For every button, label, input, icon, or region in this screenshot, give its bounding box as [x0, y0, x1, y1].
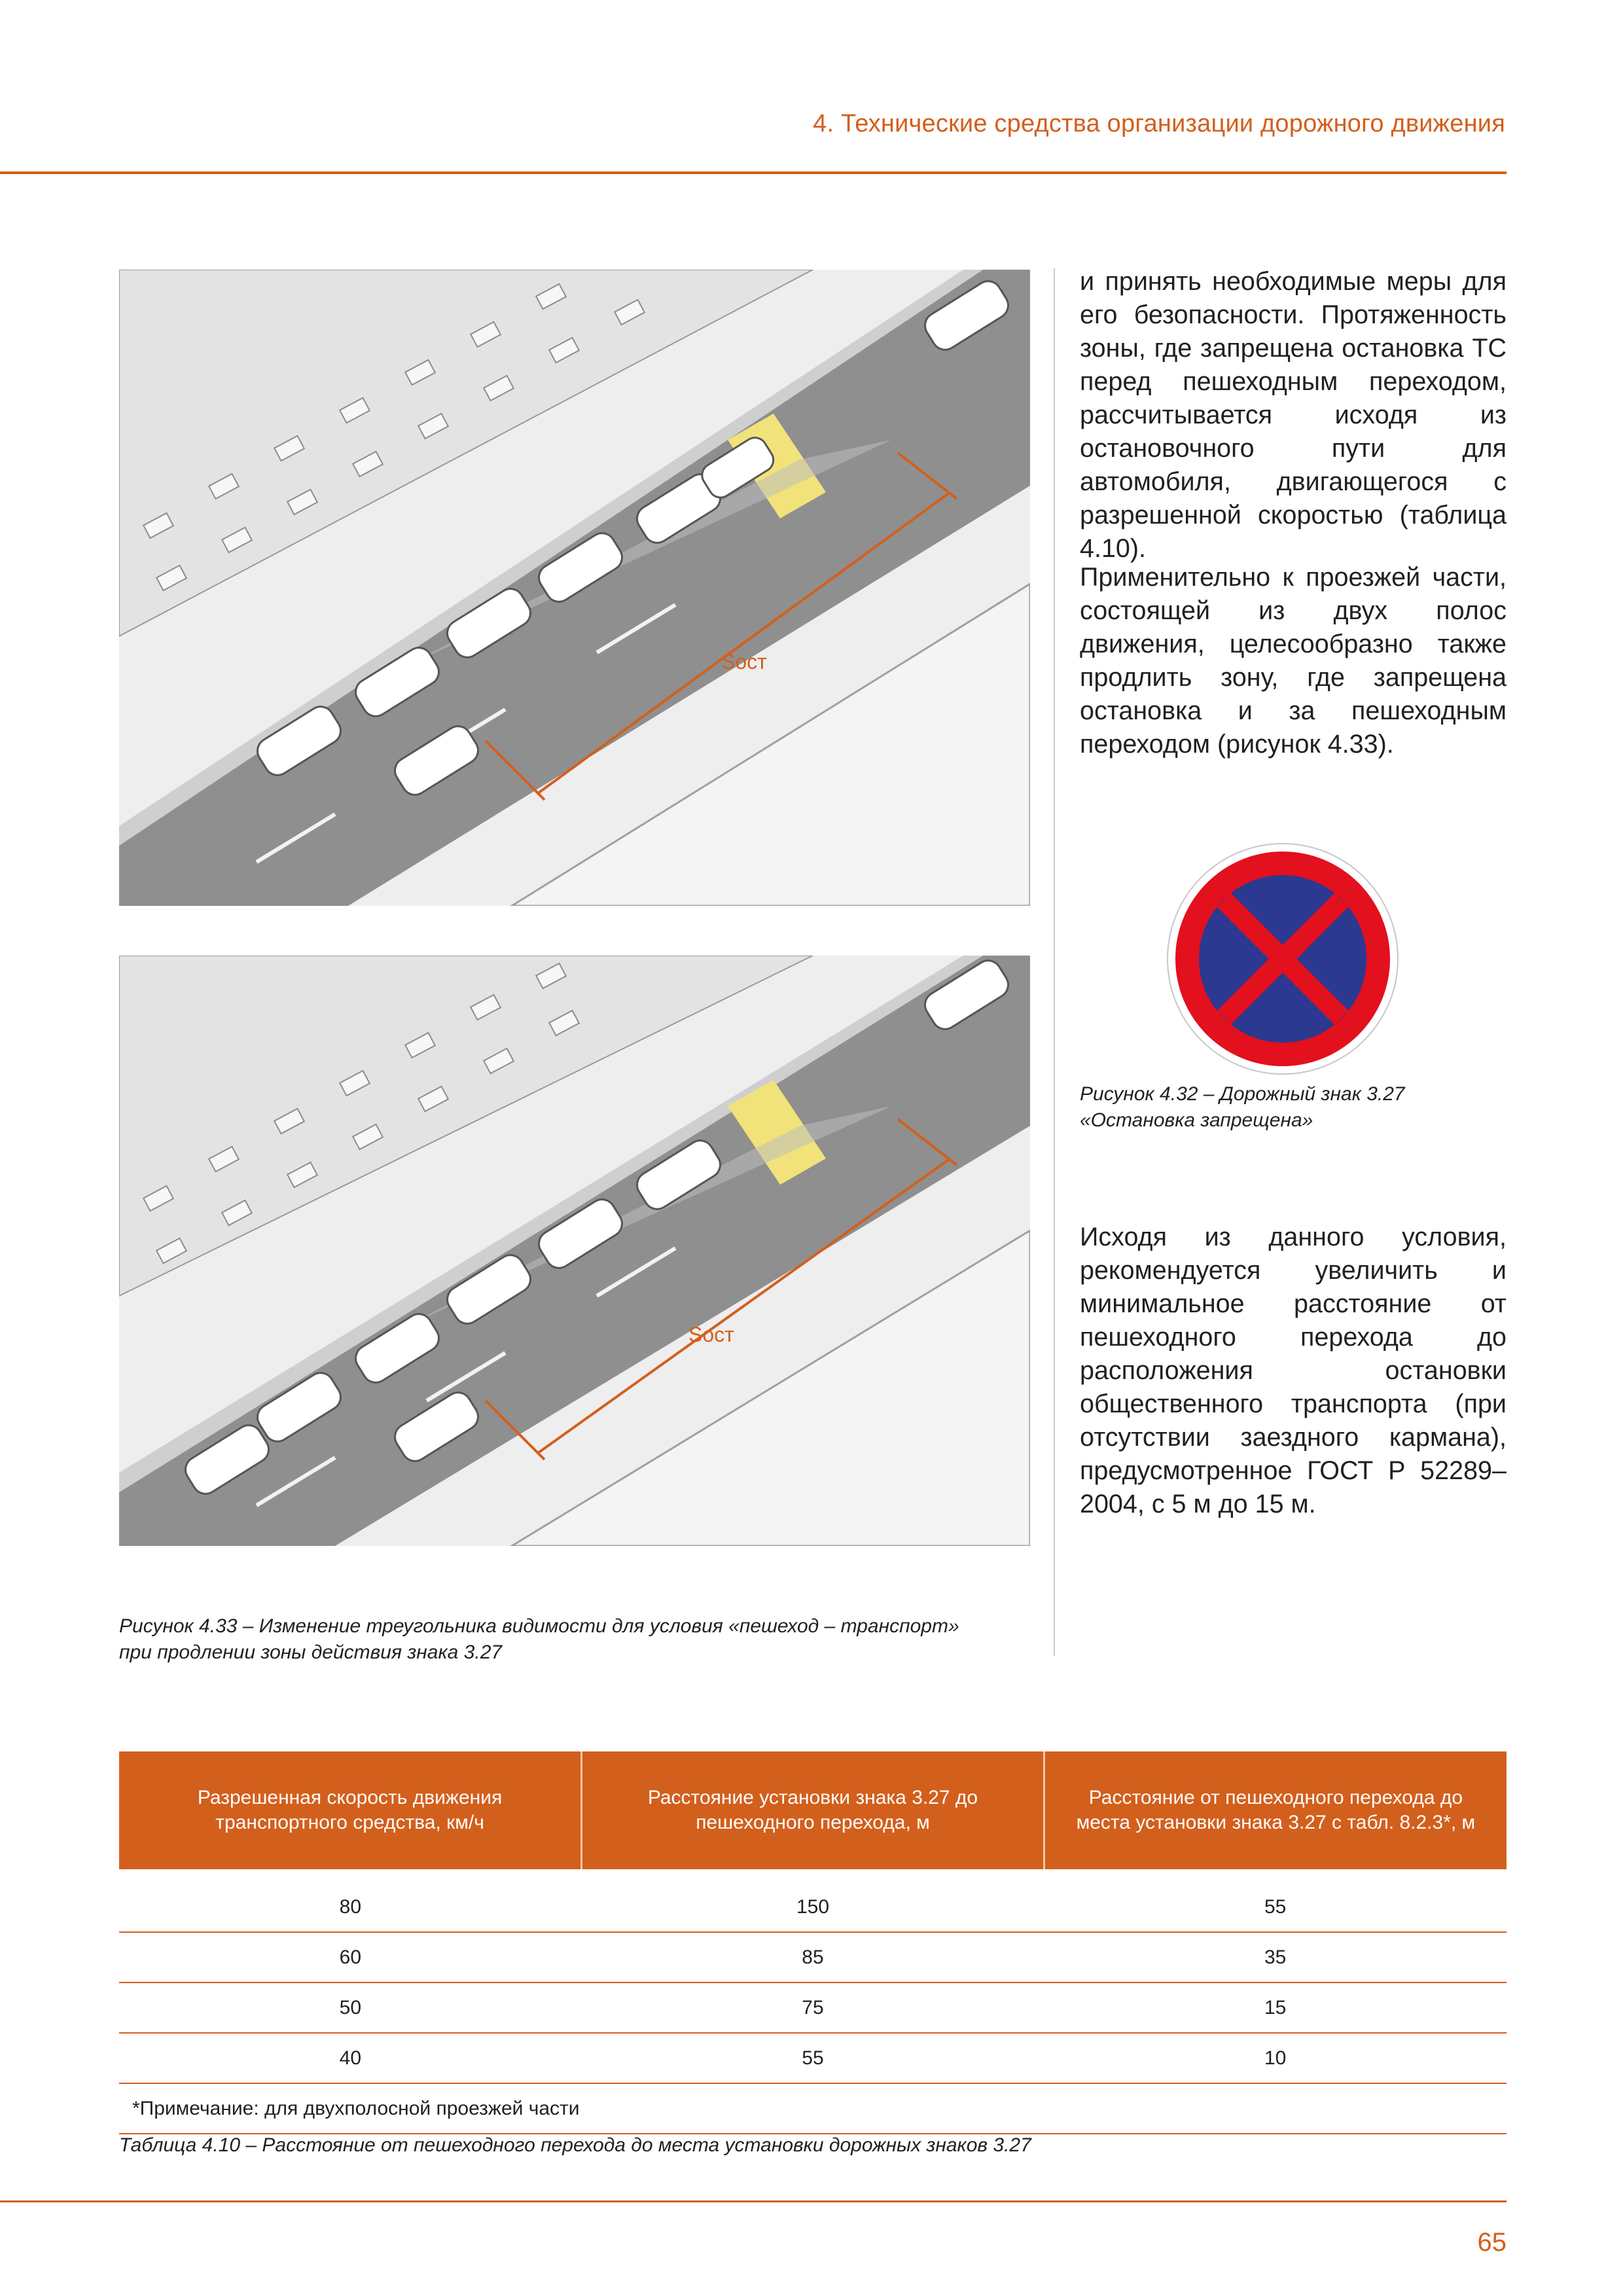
header-speed: Разрешенная скорость движения транспортного средства, км/ч	[119, 1751, 582, 1869]
table-4-10-caption: Таблица 4.10 – Расстояние от пешеходного перехода до места установки дорожных знаков 3.27	[119, 2134, 1031, 2156]
cell-sign-distance: 150	[582, 1882, 1044, 1932]
caption-line: «Остановка запрещена»	[1080, 1109, 1313, 1131]
cell-crosswalk-distance: 15	[1044, 1982, 1507, 2033]
cell-sign-distance: 75	[582, 1982, 1044, 2033]
caption-line: Рисунок 4.32 – Дорожный знак 3.27	[1080, 1083, 1405, 1105]
figure-4-33-top-illustration	[119, 270, 1030, 906]
figure-4-32-caption	[1080, 1081, 1507, 1134]
table-row	[119, 1882, 1507, 1932]
s-ost-label-top: Sост	[721, 650, 767, 673]
table-4-10	[119, 1751, 1507, 2134]
table-row	[119, 1982, 1507, 2033]
caption-line: Рисунок 4.33 – Изменение треугольника видимости для условия «пешеход – транспорт»	[119, 1615, 959, 1637]
table-note: *Примечание: для двухполосной проезжей части	[119, 2083, 1507, 2134]
cell-crosswalk-distance: 55	[1044, 1882, 1507, 1932]
no-stopping-sign-icon	[1165, 841, 1400, 1077]
cell-speed: 60	[119, 1932, 582, 1982]
cell-sign-distance: 55	[582, 2033, 1044, 2083]
street-illustration-top	[119, 270, 1030, 906]
header-sign-distance: Расстояние установки знака 3.27 до пешеходного перехода, м	[582, 1751, 1044, 1869]
figure-4-33-caption	[119, 1613, 1048, 1666]
paragraph-two-lane-extension: Применительно к проезжей части, состоящей из двух полос движения, целесообразно также продлить зону, где запрещена остановка и за пешеходным переходом (рисунок 4.33).	[1080, 563, 1507, 759]
street-illustration-bottom	[119, 956, 1030, 1546]
paragraph-bus-stop-distance: Исходя из данного условия, рекомендуется увеличить и минимальное расстояние от пешеходного перехода до расположения остановки общественного транспорта (при отсутствии заездного кармана), предусмотренное ГОСТ Р 52289–2004, с 5 м до 15 м.	[1080, 1223, 1507, 1518]
column-divider	[1054, 268, 1055, 1656]
figure-4-33-bottom-illustration	[119, 956, 1030, 1546]
table-header-row	[119, 1751, 1507, 1869]
cell-speed: 50	[119, 1982, 582, 2033]
s-ost-label-bottom: Sост	[688, 1323, 734, 1346]
paragraph-visibility-measures: и принять необходимые меры для его безопасности. Протяженность зоны, где запрещена остановка ТС перед пешеходным переходом, рассчитывается исходя из остановочного пути для автомобиля, двигающегося с разрешенной скоростью (таблица 4.10).	[1080, 267, 1507, 563]
cell-crosswalk-distance: 35	[1044, 1932, 1507, 1982]
cell-speed: 80	[119, 1882, 582, 1932]
table-note-row	[119, 2083, 1507, 2134]
cell-speed: 40	[119, 2033, 582, 2083]
cell-crosswalk-distance: 10	[1044, 2033, 1507, 2083]
page-number: 65	[1477, 2228, 1507, 2257]
caption-line: при продлении зоны действия знака 3.27	[119, 1641, 503, 1663]
cell-sign-distance: 85	[582, 1932, 1044, 1982]
table-row	[119, 2033, 1507, 2083]
header-crosswalk-distance: Расстояние от пешеходного перехода до места установки знака 3.27 с табл. 8.2.3*, м	[1044, 1751, 1507, 1869]
table-row	[119, 1932, 1507, 1982]
running-header: 4. Технические средства организации дорожного движения	[813, 110, 1505, 137]
footer-rule	[0, 2200, 1507, 2202]
header-rule	[0, 171, 1507, 174]
